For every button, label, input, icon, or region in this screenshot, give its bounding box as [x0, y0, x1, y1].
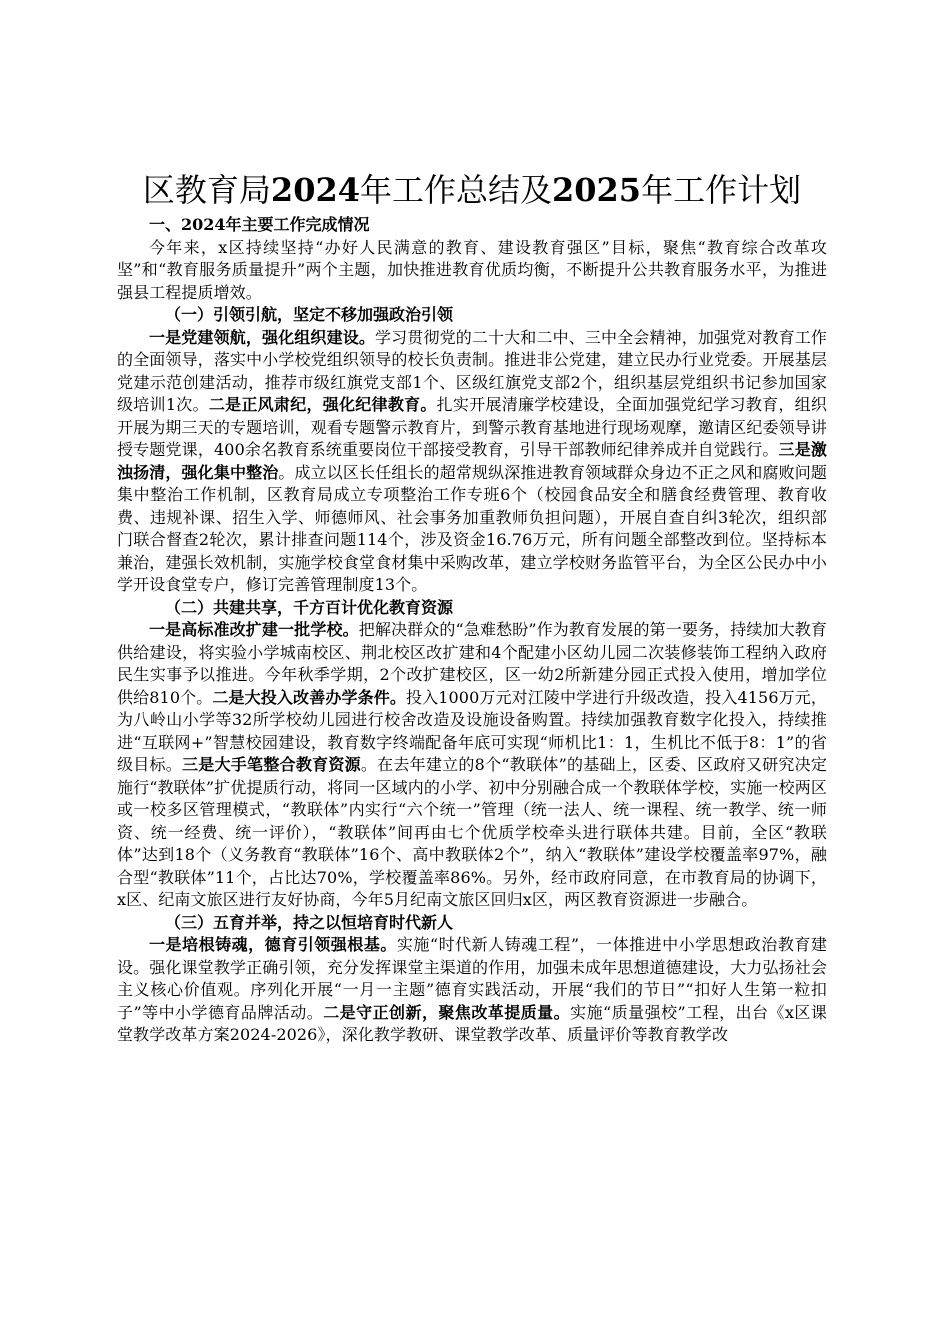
bold-lead: 二是大投入改善办学条件。 — [212, 687, 406, 707]
subsection-heading-1: （一）引领引航，坚定不移加强政治引领 — [165, 305, 454, 324]
body-text: 学习贯彻党的二十大和二中、三中全会精神，加强党对教育工作的全面领导，落实中小学校党组织领导的校长负责制。推进非公党建，建立民办行业党委。开展基层党建示范创建活动，推荐市级红旗党支部1个、区级红旗党支部2个，组织基层党组织书记参加国家级培训1次。 — [117, 327, 827, 414]
body-text: 把解决群众的“急难愁盼”作为教育发展的第一要务，持续加大教育供给建设，将实验小学城南校区、荆北校区改扩建和4个配建小区幼儿园二次装修装饰工程纳入政府民生实事予以推进。今年秋季学期，2个改扩建校区，区一幼2所新建分园正式投入使用，增加学位供给810个。 — [117, 620, 827, 707]
body-text: 。在去年建立的8个“教联体”的基础上，区委、区政府又研究决定施行“教联体”扩优提质行动，将同一区域内的小学、初中分别融合成一个教联体学校，实施一校两区或一校多区管理模式，“教联体”内实行“六个统一”管理（统一法人、统一课程、统一教学、统一师资、统一经费、统一评价），“教联体”间再由七个优质学校牵头进行联体共建。目前，全区“教联体”达到18个（义务教育“教联体”16个、高中教联体2个”，纳入“教联体”建设学校覆盖率97%，融合型“教联体”11个，占比达70%，学校覆盖率86%。另外，经市政府同意，在市教育局的协调下，x区、纪南文旅区进行友好协商，今年5月纪南文旅区回归x区，两区教育资源进一步融合。 — [117, 755, 827, 909]
bold-lead: 一是高标准改扩建一批学校。 — [149, 620, 359, 639]
title-part: 年工作总结及 — [359, 171, 552, 209]
body-text: 。成立以区长任组长的超常规纵深推进教育领域群众身边不正之风和腐败问题集中整治工作机制，区教育局成立专项整治工作专班6个（校园食品安全和膳食经费管理、教育收费、违规补课、招生入学、师德师风、社会事务加重教师负担问题），开展自查自纠3轮次，组织部门联合督查2轮次，累计排查问题114个，涉及资金16.76万元，所有问题全部整改到位。坚持标本兼治，建强长效机制，实施学校食堂食材集中采购改革，建立学校财务监管平台，为全区公民办中小学开设食堂专户，修订完善管理制度13个。 — [117, 462, 827, 594]
section-heading-1: 一、2024年主要工作完成情况 — [149, 215, 370, 234]
bold-lead: 二是正风肃纪，强化纪律教育。 — [208, 395, 437, 414]
intro-paragraph: 今年来，x区持续坚持“办好人民满意的教育、建设教育强区”目标，聚焦“教育综合改革攻坚”和“教育服务质量提升”两个主题，加快推进教育优质均衡，不断提升公共教育服务水平，为推进强县工程提质增效。 — [117, 237, 827, 302]
subsection-1-paragraph — [117, 327, 827, 597]
bold-lead: 三是激浊扬清，强化集中整治 — [117, 440, 827, 482]
bold-lead: 三是大手笔整合教育资源 — [182, 755, 361, 774]
subsection-heading-2: （二）共建共享，千方百计优化教育资源 — [165, 597, 454, 617]
body-text: 实施“时代新人铸魂工程”，一体推进中小学思想政治教育建设。强化课堂教学正确引领，充分发挥课堂主渠道的作用，加强未成年思想道德建设，大力弘扬社会主义核心价值观。序列化开展“一月一主题”德育实践活动，开展“我们的节日”“扣好人生第一粒扣子”等中小学德育品牌活动。 — [117, 935, 827, 1022]
title-part: 年工作计划 — [641, 171, 802, 209]
bold-lead: 一是培根铸魂，德育引领强根基。 — [149, 935, 397, 954]
subsection-heading-3: （三）五育并举，持之以恒培育时代新人 — [165, 912, 454, 932]
subsection-2-paragraph — [117, 619, 827, 912]
subsection-3-paragraph — [117, 934, 827, 1047]
body-text: 扎实开展清廉学校建设，全面加强党纪学习教育，组织开展为期三天的专题培训，观看专题警示教育片，到警示教育基地进行现场观摩，邀请区纪委领导讲授专题党课，400余名教育系统重要岗位干部接受教育，引导干部教师纪律养成并自觉践行。 — [117, 395, 828, 459]
document-body — [117, 168, 827, 1047]
body-text: 实施“质量强校”工程，出台《x区课堂教学改革方案2024-2026》，深化教学教研、课堂教学改革、质量评价等教育教学改 — [117, 1002, 827, 1044]
bold-lead: 二是守正创新，聚焦改革提质量。 — [323, 1002, 571, 1022]
title-year-2024: 2024 — [270, 171, 360, 209]
title-part: 区教育局 — [142, 171, 271, 209]
title-year-2025: 2025 — [552, 171, 642, 209]
body-text: 投入1000万元对江陵中学进行升级改造，投入4156万元，为八岭山小学等32所学校幼儿园进行校舍改造及设施设备购置。持续加强教育数字化投入，持续推进“互联网+”智慧校园建设，教育数字终端配备年底可实现“师机比1：1，生机比不低于8：1”的省级目标。 — [117, 687, 828, 774]
document-title — [117, 168, 827, 212]
bold-lead: 一是党建领航，强化组织建设。 — [149, 327, 376, 347]
